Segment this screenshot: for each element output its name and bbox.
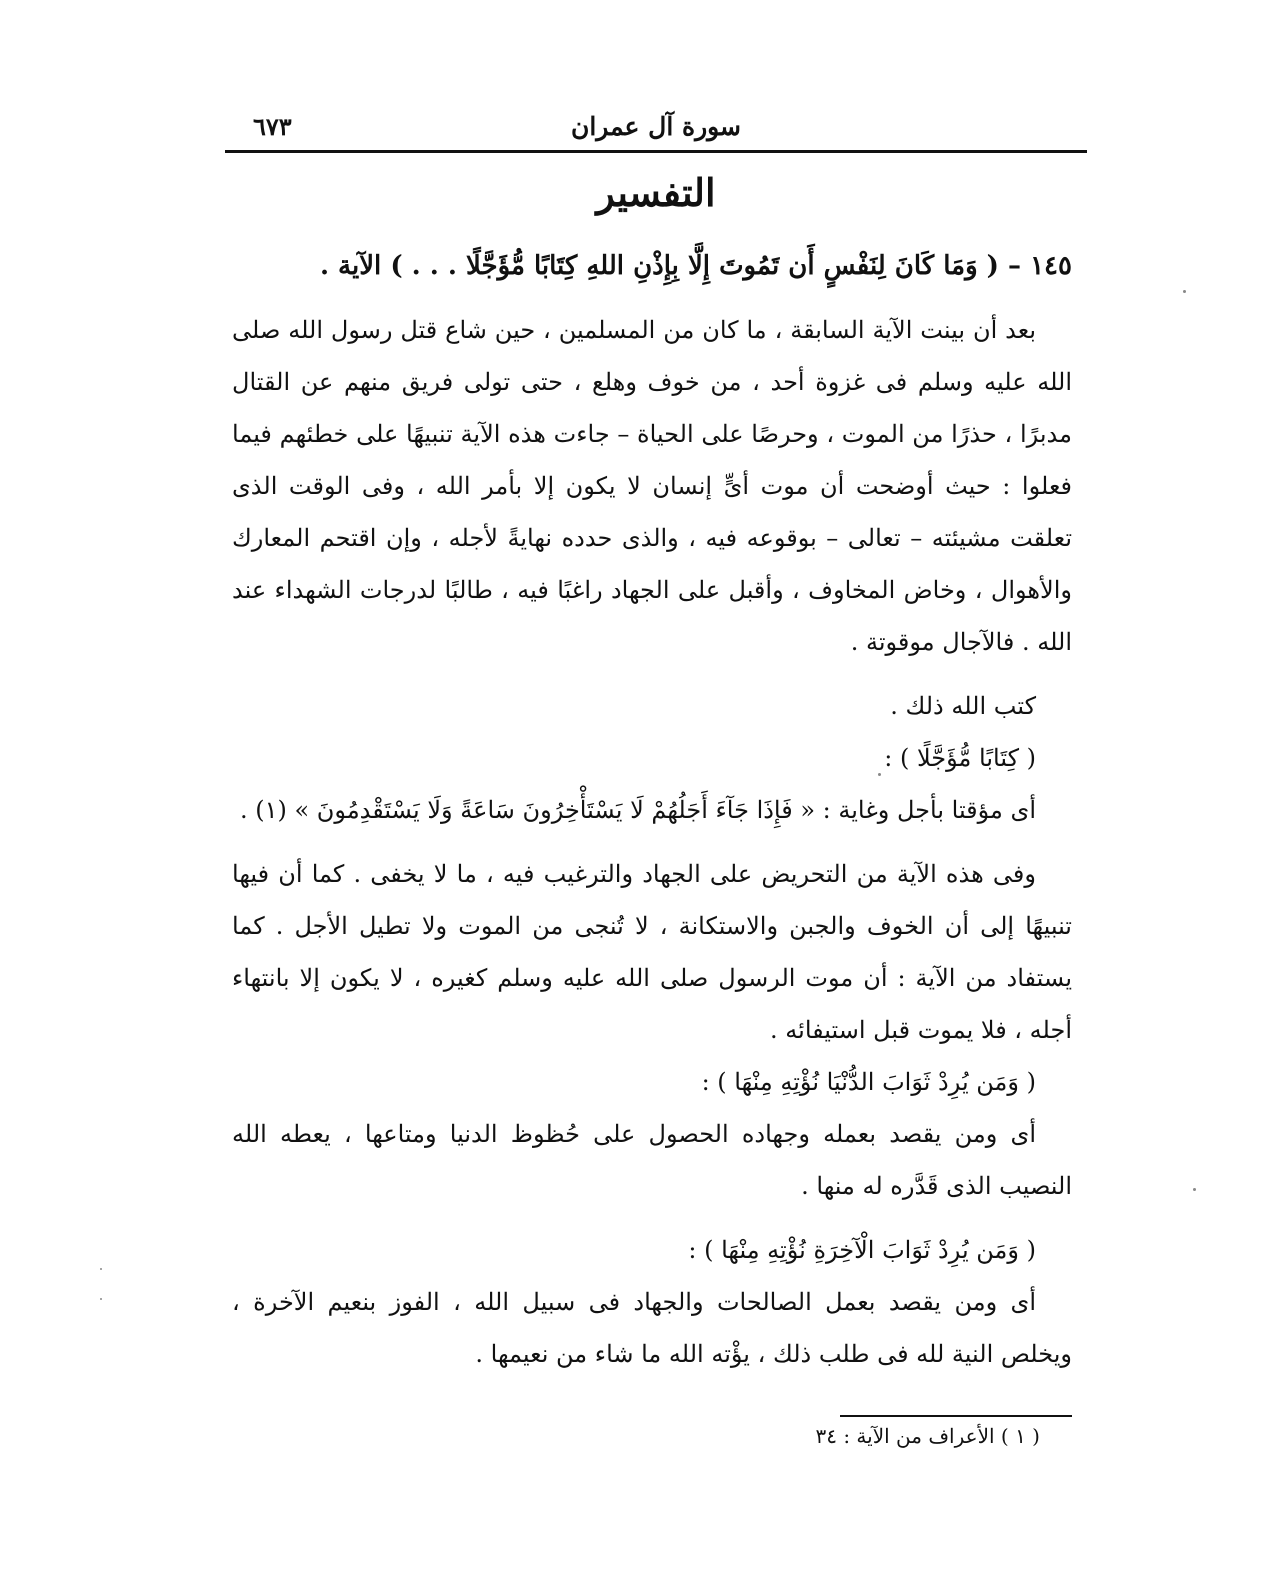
paragraph-kataba: كتب الله ذلك . <box>890 692 1036 720</box>
paragraph-dunya: أى ومن يقصد بعمله وجهاده الحصول على حُظوظ الدنيا ومتاعها ، يعطه الله النصيب الذى قَدَّره له منها . <box>232 1120 1072 1200</box>
quote-akhira: ( وَمَن يُرِدْ ثَوَابَ الْآخِرَةِ نُؤْتِهِ مِنْهَا ) : <box>688 1236 1036 1264</box>
scan-speck <box>1193 1188 1196 1191</box>
page-number: ٦٧٣ <box>253 112 292 141</box>
quote-kitaban: ( كِتَابًا مُّؤَجَّلًا ) : <box>884 744 1036 772</box>
scan-speck <box>878 773 881 776</box>
paragraph-muaqqat: أى مؤقتا بأجل وغاية : « فَإِذَا جَآءَ أَجَلُهُمْ لَا يَسْتَأْخِرُونَ سَاعَةً وَلَا يَسْتَقْدِمُونَ » (١) . <box>239 796 1036 824</box>
header-rule <box>225 150 1087 153</box>
quote-dunya: ( وَمَن يُرِدْ ثَوَابَ الدُّنْيَا نُؤْتِهِ مِنْهَا ) : <box>701 1068 1036 1096</box>
surah-title: سورة آل عمران <box>570 112 742 141</box>
scan-speck <box>1183 290 1186 293</box>
body-text <box>232 240 1072 1380</box>
paragraph-tahrid: وفى هذه الآية من التحريض على الجهاد والترغيب فيه ، ما لا يخفى . كما أن فيها تنبيهًا إلى أن الخوف والجبن والاستكانة ، لا تُنجى من الموت ولا تطيل الأجل . كما يستفاد من الآية : أن موت الرسول صلى الله عليه وسلم كغيره ، لا يكون إلا بانتهاء أجله ، فلا يموت قبل استيفائه . <box>232 860 1072 1044</box>
verse-heading: ١٤٥ – ( وَمَا كَانَ لِنَفْسٍ أَن تَمُوتَ إِلَّا بِإِذْنِ اللهِ كِتَابًا مُّؤَجَّلًا . . . ) الآية . <box>319 251 1072 281</box>
footnote-rule <box>840 1415 1072 1417</box>
paragraph-intro: بعد أن بينت الآية السابقة ، ما كان من المسلمين ، حين شاع قتل رسول الله صلى الله عليه وسلم فى غزوة أحد ، من خوف وهلع ، حتى تولى فريق منهم عن القتال مدبرًا ، حذرًا من الموت ، وحرصًا على الحياة – جاءت هذه الآية تنبيهًا على خطئهم فيما فعلوا : حيث أوضحت أن موت أىٍّ إنسان لا يكون إلا بأمر الله ، وفى الوقت الذى تعلقت مشيئته – تعالى – بوقوعه فيه ، والذى حدده نهايةً لأجله ، وإن اقتحم المعارك والأهوال ، وخاض المخاوف ، وأقبل على الجهاد راغبًا فيه ، طالبًا لدرجات الشهداء عند الله . فالآجال موقوتة . <box>232 316 1072 656</box>
footnote: ( ١ ) الأعراف من الآية : ٣٤ <box>815 1424 1040 1448</box>
section-title: التفسير <box>596 170 716 215</box>
running-header <box>225 112 1087 148</box>
scan-speck <box>100 1268 102 1270</box>
scan-speck <box>100 1298 102 1300</box>
paragraph-akhira: أى ومن يقصد بعمل الصالحات والجهاد فى سبيل الله ، الفوز بنعيم الآخرة ، ويخلص النية لله فى طلب ذلك ، يؤْته الله ما شاء من نعيمها . <box>232 1288 1072 1368</box>
